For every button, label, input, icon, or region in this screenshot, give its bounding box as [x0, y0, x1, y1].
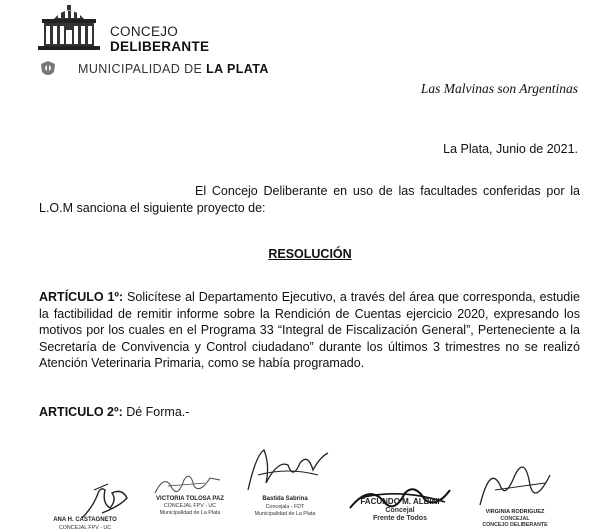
concejo-building-logo-icon [36, 4, 102, 52]
signature-3-role2: Municipalidad de La Plata [254, 511, 316, 517]
article-2-label: ARTICULO 2º: [39, 405, 123, 419]
signature-1-role: CONCEJAL FPV - UC [58, 525, 112, 531]
signature-4-name: FACUNDO M. ALBINI [360, 497, 440, 506]
signature-5-name: VIRGINIA RODRIGUEZ [485, 509, 545, 515]
signature-2-role: CONCEJAL FPV - UC [163, 503, 217, 509]
date-line: La Plata, Junio de 2021. [443, 142, 578, 156]
municipality-name: MUNICIPALIDAD DE LA PLATA [78, 62, 269, 76]
municipality-name-bold: LA PLATA [206, 62, 269, 76]
document-title: RESOLUCIÓN [268, 247, 352, 261]
article-1 [39, 289, 580, 372]
signature-5-role2: CONCEJO DELIBERANTE [482, 522, 548, 528]
signature-4-role: Concejal [385, 507, 415, 514]
signature-4-role2: Frente de Todos [373, 515, 427, 522]
signature-3-name: Bastida Sabrina [262, 496, 308, 502]
org-name-line2: DELIBERANTE [110, 39, 210, 54]
signature-2-handwriting [150, 468, 225, 498]
signature-3-role: Concejala - FDT [265, 504, 305, 510]
article-1-text: Solicítese al Departamento Ejecutivo, a través del área que corresponda, estudie la factibilidad de remitir informe sobre la Rendición de Cuentas ejercicio 2020, expresando los motivos por los cuales en el Programa 33 “Integral de Fiscalización General”, Perteneciente a la Secretaría de Convivencia y Control ciudadano” durante los últimos 3 trimestres no se realizó Atención Veterinaria Primaria, como se había programado. [39, 290, 580, 370]
signature-1-name: ANA H. CASTAGNETO [53, 517, 117, 523]
signature-5-handwriting [470, 455, 560, 515]
intro-paragraph: El Concejo Deliberante en uso de las facultades conferidas por la L.O.M sanciona el siguiente proyecto de: [39, 184, 580, 215]
motto: Las Malvinas son Argentinas [420, 81, 578, 96]
signature-2-role2: Municipalidad de La Plata [159, 510, 221, 516]
article-2-text: Dé Forma.- [126, 405, 190, 419]
signature-2-name: VICTORIA TOLOSA PAZ [156, 496, 224, 502]
article-2 [39, 404, 580, 421]
signature-5-role: CONCEJAL [500, 516, 530, 522]
municipality-seal-icon [40, 60, 56, 78]
org-name-line1: CONCEJO [110, 24, 179, 39]
signature-3-handwriting [238, 445, 333, 495]
article-1-label: ARTÍCULO 1º: [39, 290, 124, 304]
